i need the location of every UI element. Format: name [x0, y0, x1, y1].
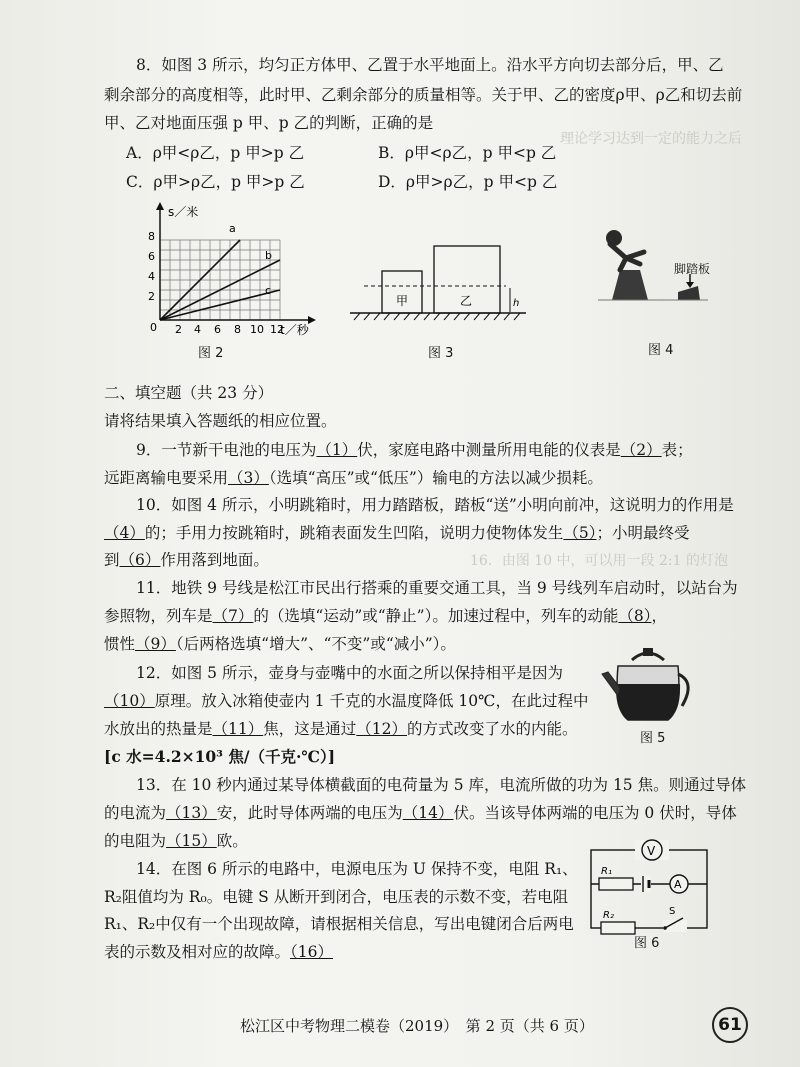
q11-text: ， — [651, 607, 667, 625]
q11-text: 参照物，列车是 — [104, 607, 213, 625]
teapot-water — [616, 684, 680, 720]
y-tick-2: 2 — [148, 290, 155, 303]
q12-text: 焦，这是通过 — [263, 720, 357, 738]
answer-blank-5: （5） — [563, 524, 597, 542]
q10-line1: 10．如图 4 所示，小明跳箱时，用力踏踏板，踏板“送”小明向前冲，这说明力的作用是 — [136, 496, 734, 514]
answer-blank-3: （3） — [228, 469, 269, 487]
graph-grid — [160, 240, 280, 320]
q12-text: 原理。放入冰箱使壶内 1 千克的水温度降低 10℃，在此过程中 — [154, 692, 589, 710]
q14-line1: 14．在图 6 所示的电路中，电源电压为 U 保持不变，电阻 R₁、 — [136, 860, 578, 878]
q13-text: 的电流为 — [104, 804, 167, 822]
figure-5-caption: 图 5 — [640, 731, 666, 746]
q8-option-d: D．ρ甲>ρ乙，p 甲<p 乙 — [378, 173, 558, 191]
block-yi-label: 乙 — [460, 294, 473, 308]
figure-5-teapot — [598, 640, 708, 730]
ammeter-label: A — [674, 878, 682, 891]
y-tick-4: 4 — [148, 270, 155, 283]
x-tick-12: 12 — [270, 323, 284, 336]
q13-text: 伏。当该导体两端的电压为 0 伏时，导体 — [453, 804, 737, 822]
q10-line2 — [104, 522, 690, 544]
q14-line3: R₁、R₂中仅有一个出现故障，请根据相关信息，写出电键闭合后两电 — [104, 915, 574, 933]
q9-line1 — [136, 439, 693, 461]
answer-blank-7: （7） — [212, 607, 254, 625]
line-label-c: c — [265, 284, 272, 297]
figure-6-caption: 图 6 — [634, 936, 660, 951]
figure-4-caption: 图 4 — [648, 343, 674, 358]
q14-line2: R₂阻值均为 R₀。电键 S 从断开到闭合，电压表的示数不变，若电阻 — [104, 888, 569, 906]
q13-text: 欧。 — [216, 832, 248, 850]
q9-text: （选填“高压”或“低压”）输电的方法以减少损耗。 — [268, 469, 603, 487]
q11-line2 — [104, 605, 667, 627]
page-footer: 松江区中考物理二模卷（2019） 第 2 页（共 6 页） — [240, 1017, 594, 1035]
page-number-circle: 61 — [712, 1007, 748, 1043]
q11-text: 的（选填“运动”或“静止”）。加速过程中，列车的动能 — [253, 607, 619, 625]
answer-blank-2: （2） — [620, 441, 662, 459]
bleed-through-text: 16．由图 10 中，可以用一段 2:1 的灯泡 — [470, 553, 728, 569]
q13-text: 安，此时导体两端的电压为 — [216, 804, 403, 822]
x-tick-2: 2 — [175, 323, 182, 336]
answer-blank-14: （14） — [402, 804, 454, 822]
q12-text: 水放出的热量是 — [104, 720, 213, 738]
answer-blank-1: （1） — [316, 441, 358, 459]
q13-line2 — [104, 802, 737, 824]
answer-blank-9: （9） — [135, 635, 176, 653]
q14-line4 — [104, 941, 333, 963]
q12-line2 — [104, 690, 588, 712]
origin-label: 0 — [150, 321, 157, 334]
section-2-instruction: 请将结果填入答题纸的相应位置。 — [104, 412, 337, 430]
answer-blank-10: （10） — [104, 692, 155, 710]
resistor-r2 — [601, 922, 635, 934]
board-label: 脚踏板 — [674, 262, 711, 276]
answer-blank-12: （12） — [356, 720, 407, 738]
y-axis-arrow — [156, 202, 164, 210]
q8-option-b: B．ρ甲<ρ乙，p 甲<p 乙 — [378, 144, 557, 162]
answer-blank-15: （15） — [166, 832, 217, 850]
vaulting-box — [612, 270, 648, 300]
q9-text: 伏，家庭电路中测量所用电能的仪表是 — [357, 441, 621, 459]
q10-line3 — [104, 549, 269, 571]
resistor-r1 — [599, 878, 633, 890]
x-tick-10: 10 — [250, 323, 264, 336]
height-label: h — [513, 298, 520, 309]
board-arrowhead — [686, 282, 694, 288]
switch-label: S — [669, 906, 676, 917]
q8-line1: 8．如图 3 所示，均匀正方体甲、乙置于水平地面上。沿水平方向切去部分后，甲、乙 — [136, 56, 724, 74]
answer-blank-8: （8） — [618, 607, 652, 625]
q11-line3 — [104, 633, 456, 655]
q13-text: 的电阻为 — [104, 832, 167, 850]
figure-2-st-graph — [120, 200, 320, 340]
q14-text: 表的示数及相对应的故障。 — [104, 943, 291, 961]
q10-text: ；小明最终受 — [596, 524, 690, 542]
q10-text: 到 — [104, 551, 120, 569]
q11-text: （后两格选填“增大”、“不变”或“减小”）。 — [175, 635, 456, 653]
q8-line3: 甲、乙对地面压强 p 甲、p 乙的判断，正确的是 — [104, 114, 434, 132]
figure-3-caption: 图 3 — [428, 346, 454, 361]
x-tick-8: 8 — [234, 323, 241, 336]
y-tick-6: 6 — [148, 250, 155, 263]
x-tick-4: 4 — [194, 323, 201, 336]
y-tick-8: 8 — [148, 230, 155, 243]
voltmeter-label: V — [647, 844, 656, 858]
teapot-knob — [643, 648, 653, 656]
q9-text: 表； — [661, 441, 693, 459]
q12-text: 的方式改变了水的内能。 — [407, 720, 578, 738]
resistor-r1-label: R₁ — [601, 866, 612, 877]
q9-text: 9．一节新干电池的电压为 — [136, 441, 317, 459]
answer-blank-13: （13） — [166, 804, 217, 822]
q10-text: 作用落到地面。 — [160, 551, 269, 569]
q12-line3 — [104, 718, 578, 740]
q12-line1: 12．如图 5 所示，壶身与壶嘴中的水面之所以保持相平是因为 — [136, 664, 563, 682]
x-tick-6: 6 — [214, 323, 221, 336]
x-axis-label: t／秒 — [280, 323, 309, 337]
line-label-b: b — [265, 249, 272, 262]
figure-6-circuit — [585, 832, 715, 937]
answer-blank-4: （4） — [104, 524, 145, 542]
line-label-a: a — [229, 222, 236, 235]
q11-line1: 11．地铁 9 号线是松江市民出行搭乘的重要交通工具，当 9 号线列车启动时，以站台为 — [136, 579, 738, 597]
q9-text: 远距离输电要采用 — [104, 469, 229, 487]
person-body — [610, 244, 644, 270]
answer-blank-16: （16） — [290, 943, 333, 961]
q11-text: 惯性 — [104, 635, 136, 653]
springboard — [678, 286, 700, 300]
q13-line1: 13．在 10 秒内通过某导体横截面的电荷量为 5 库，电流所做的功为 15 焦。则通过导体 — [136, 776, 747, 794]
q8-line2: 剩余部分的高度相等，此时甲、乙剩余部分的质量相等。关于甲、乙的密度ρ甲、ρ乙和切去前 — [104, 86, 743, 104]
q10-text: 的；手用力按跳箱时，跳箱表面发生凹陷，说明力使物体发生 — [144, 524, 564, 542]
resistor-r2-label: R₂ — [603, 910, 614, 921]
q8-option-a: A．ρ甲<ρ乙，p 甲>p 乙 — [126, 144, 305, 162]
answer-blank-6: （6） — [119, 551, 161, 569]
x-axis-arrow — [308, 316, 316, 324]
q13-line3 — [104, 830, 248, 852]
section-2-title: 二、填空题（共 23 分） — [104, 384, 274, 402]
figure-2-caption: 图 2 — [198, 346, 224, 361]
q8-option-c: C．ρ甲>ρ乙，p 甲>p 乙 — [126, 173, 305, 191]
ground-hatching — [354, 313, 520, 320]
q12-specific-heat: [c 水=4.2×10³ 焦/（千克·℃）] — [104, 747, 336, 766]
block-jia-label: 甲 — [396, 294, 409, 308]
bleed-through-text: 理论学习达到一定的能力之后 — [560, 131, 742, 147]
figure-3-blocks — [350, 238, 530, 328]
y-axis-label: s／米 — [168, 205, 199, 219]
answer-blank-11: （11） — [212, 720, 264, 738]
q9-line2 — [104, 467, 603, 489]
